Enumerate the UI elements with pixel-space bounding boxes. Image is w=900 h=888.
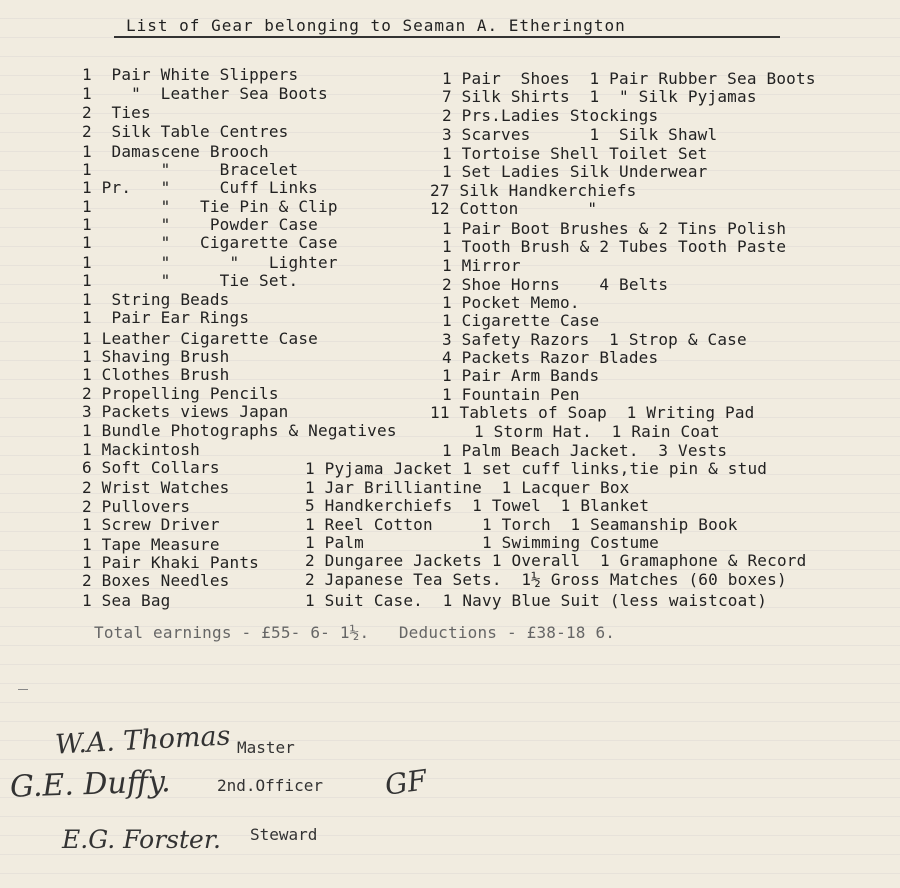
gear-line: 1 Shaving Brush: [82, 347, 230, 366]
gear-line: 1 Screw Driver: [82, 515, 220, 534]
gear-line: 1 " Bracelet: [82, 160, 299, 179]
master-signature: W.A. Thomas: [54, 720, 232, 761]
gear-line: 1 Pr. " Cuff Links: [82, 178, 318, 197]
gear-line: 1 Tortoise Shell Toilet Set: [442, 144, 708, 163]
gear-line: 3 Scarves 1 Silk Shawl: [442, 125, 718, 144]
gear-line: 1 " Tie Pin & Clip: [82, 197, 338, 216]
gear-line: 2 Shoe Horns 4 Belts: [442, 275, 669, 294]
earnings-summary: Total earnings - £55- 6- 1½. Deductions - £38-18 6.: [94, 623, 616, 642]
gear-line: 1 Set Ladies Silk Underwear: [442, 162, 708, 181]
gear-line: 1 Fountain Pen: [442, 385, 580, 404]
gear-line: 1 Pair Shoes 1 Pair Rubber Sea Boots: [442, 69, 816, 88]
gear-line: 11 Tablets of Soap 1 Writing Pad: [430, 403, 755, 422]
gear-line: 1 " Powder Case: [82, 215, 318, 234]
second-officer-signature: G.E. Duffy.: [9, 764, 172, 805]
margin-mark: [18, 689, 28, 690]
gear-line: 2 Ties: [82, 103, 151, 122]
gear-line: 1 Pair Boot Brushes & 2 Tins Polish: [442, 219, 787, 238]
gear-line: 2 Pullovers: [82, 497, 191, 516]
gear-line: 6 Soft Collars: [82, 458, 220, 477]
gear-line: 2 Dungaree Jackets 1 Overall 1 Gramaphone & Record: [305, 551, 807, 570]
gear-line: 1 Suit Case. 1 Navy Blue Suit (less waistcoat): [305, 591, 768, 610]
gear-line: 1 " " Lighter: [82, 253, 338, 272]
gear-line: 1 " Cigarette Case: [82, 233, 338, 252]
title-underline: [114, 36, 780, 38]
gear-line: 2 Silk Table Centres: [82, 122, 289, 141]
gear-line: 4 Packets Razor Blades: [442, 348, 659, 367]
gear-line: 1 Tooth Brush & 2 Tubes Tooth Paste: [442, 237, 787, 256]
gear-line: 1 Pair Ear Rings: [82, 308, 250, 327]
gear-line: 1 Tape Measure: [82, 535, 220, 554]
second-officer-role: 2nd.Officer: [217, 776, 323, 795]
gear-line: 1 Leather Cigarette Case: [82, 329, 318, 348]
gear-line: 1 Reel Cotton 1 Torch 1 Seamanship Book: [305, 515, 738, 534]
gear-line: 1 Pocket Memo.: [442, 293, 580, 312]
master-role: Master: [237, 738, 295, 757]
gear-line: 5 Handkerchiefs 1 Towel 1 Blanket: [305, 496, 650, 515]
gear-line: 2 Japanese Tea Sets. 1½ Gross Matches (60 boxes): [305, 570, 787, 589]
gear-line: 1 Sea Bag: [82, 591, 171, 610]
gear-line: 1 Palm Beach Jacket. 3 Vests: [442, 441, 728, 460]
gear-line: 1 Jar Brilliantine 1 Lacquer Box: [305, 478, 630, 497]
gear-line: 1 Pair Arm Bands: [442, 366, 600, 385]
gear-line: 2 Propelling Pencils: [82, 384, 279, 403]
steward-signature: E.G. Forster.: [62, 825, 221, 854]
gear-line: 1 Pair Khaki Pants: [82, 553, 259, 572]
steward-role: Steward: [250, 825, 318, 844]
gear-line: 1 Pair White Slippers: [82, 65, 299, 84]
gear-line: 3 Packets views Japan: [82, 402, 289, 421]
gear-line: 1 String Beads: [82, 290, 230, 309]
document-title: List of Gear belonging to Seaman A. Etherington: [126, 16, 626, 35]
gear-line: 1 " Tie Set.: [82, 271, 299, 290]
gear-line: 1 Mackintosh: [82, 440, 200, 459]
initials-mark: GF: [382, 763, 429, 802]
gear-line: 1 Storm Hat. 1 Rain Coat: [474, 422, 720, 441]
gear-line: 2 Wrist Watches: [82, 478, 230, 497]
gear-line: 1 Pyjama Jacket 1 set cuff links,tie pin & stud: [305, 459, 768, 478]
gear-line: 1 Mirror: [442, 256, 521, 275]
gear-line: 1 Damascene Brooch: [82, 142, 269, 161]
gear-line: 1 Bundle Photographs & Negatives: [82, 421, 397, 440]
gear-line: 1 Cigarette Case: [442, 311, 600, 330]
gear-line: 3 Safety Razors 1 Strop & Case: [442, 330, 747, 349]
gear-line: 27 Silk Handkerchiefs: [430, 181, 637, 200]
gear-line: 1 " Leather Sea Boots: [82, 84, 328, 103]
gear-line: 1 Clothes Brush: [82, 365, 230, 384]
gear-line: 1 Palm 1 Swimming Costume: [305, 533, 659, 552]
gear-line: 2 Boxes Needles: [82, 571, 230, 590]
gear-line: 12 Cotton ": [430, 199, 598, 218]
gear-line: 7 Silk Shirts 1 " Silk Pyjamas: [442, 87, 757, 106]
gear-line: 2 Prs.Ladies Stockings: [442, 106, 659, 125]
